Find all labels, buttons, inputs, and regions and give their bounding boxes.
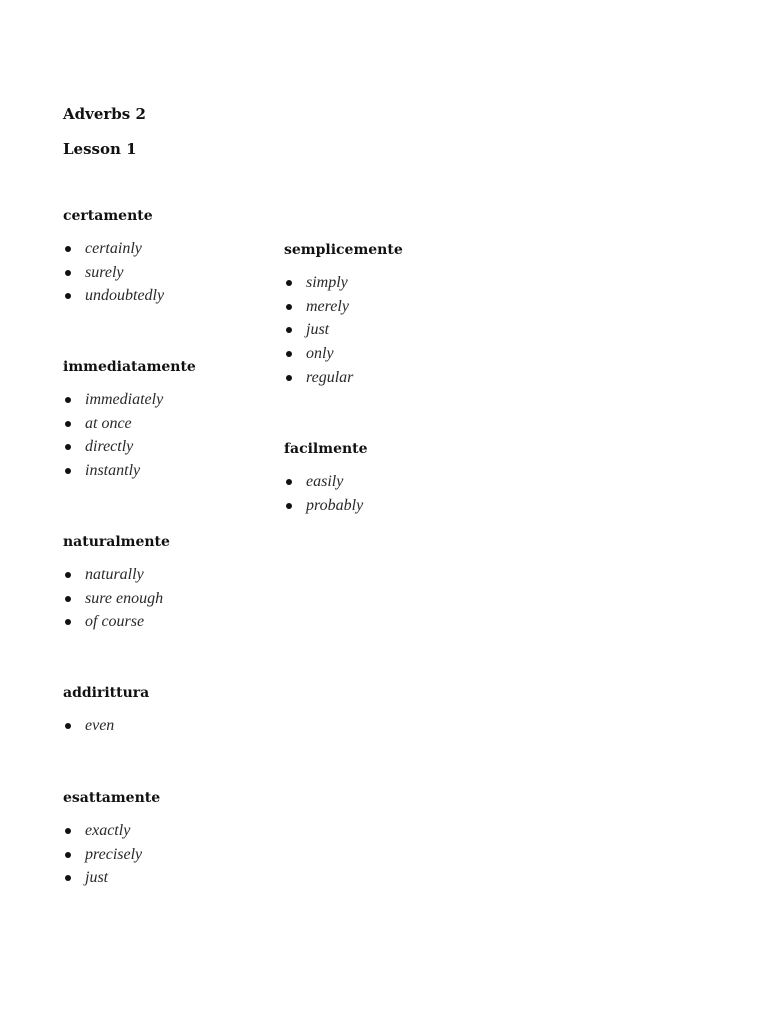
meaning-list xyxy=(284,274,403,392)
bullet-icon xyxy=(286,375,292,381)
meaning-item xyxy=(284,321,403,345)
meaning-text: undoubtedly xyxy=(85,287,165,305)
meaning-text: immediately xyxy=(85,391,164,408)
bullet-icon xyxy=(65,619,71,625)
bullet-icon xyxy=(65,596,71,602)
entry-addirittura xyxy=(63,684,149,741)
meaning-text: directly xyxy=(85,438,134,456)
bullet-icon xyxy=(286,479,292,485)
meaning-text: just xyxy=(85,869,109,887)
bullet-icon xyxy=(65,468,71,474)
bullet-icon xyxy=(65,828,71,834)
meaning-item xyxy=(63,287,164,311)
bullet-icon xyxy=(65,397,71,403)
meaning-text: surely xyxy=(85,263,124,281)
entry-semplicemente xyxy=(284,241,403,392)
bullet-icon xyxy=(65,572,71,578)
meaning-text: precisely xyxy=(85,845,143,863)
bullet-icon xyxy=(65,723,71,729)
meaning-text: easily xyxy=(306,473,344,490)
entry-word: certamente xyxy=(63,208,153,224)
meaning-text: simply xyxy=(306,274,348,291)
meaning-item xyxy=(284,298,403,322)
meaning-item xyxy=(63,240,164,264)
bullet-icon xyxy=(65,293,71,299)
entry-esattamente xyxy=(63,789,160,893)
meaning-text: even xyxy=(85,717,115,734)
entry-word: facilmente xyxy=(284,441,368,457)
bullet-icon xyxy=(286,280,292,286)
entry-facilmente xyxy=(284,440,368,520)
meaning-item xyxy=(63,438,196,462)
meaning-list xyxy=(63,391,196,486)
entry-word: addirittura xyxy=(63,685,150,701)
meaning-item xyxy=(63,590,170,614)
entry-certamente xyxy=(63,207,164,311)
bullet-icon xyxy=(65,875,71,881)
entry-word: naturalmente xyxy=(63,534,170,550)
entry-immediatamente xyxy=(63,358,196,486)
meaning-list xyxy=(63,566,170,637)
bullet-icon xyxy=(286,503,292,509)
bullet-icon xyxy=(65,246,71,252)
meaning-item xyxy=(284,274,403,298)
meaning-item xyxy=(284,369,403,393)
meaning-text: sure enough xyxy=(85,589,164,607)
entry-word: esattamente xyxy=(63,790,161,806)
meaning-item xyxy=(63,415,196,439)
entry-word: semplicemente xyxy=(284,242,403,258)
meaning-text: regular xyxy=(306,368,354,386)
meaning-text: instantly xyxy=(85,462,141,480)
meaning-list xyxy=(284,473,368,520)
meaning-item xyxy=(284,345,403,369)
meaning-text: at once xyxy=(85,414,132,432)
bullet-icon xyxy=(65,444,71,450)
meaning-text: exactly xyxy=(85,822,131,839)
meaning-text: just xyxy=(306,321,330,339)
meaning-text: probably xyxy=(306,496,364,514)
meaning-item xyxy=(63,717,149,741)
meaning-item xyxy=(63,846,160,870)
bullet-icon xyxy=(286,304,292,310)
lesson-subtitle: Lesson 1 xyxy=(63,140,137,158)
bullet-icon xyxy=(286,327,292,333)
document-title: Adverbs 2 xyxy=(63,105,146,123)
meaning-item xyxy=(63,869,160,893)
meaning-text: of course xyxy=(85,613,145,631)
bullet-icon xyxy=(65,421,71,427)
entry-naturalmente xyxy=(63,533,170,637)
meaning-text: only xyxy=(306,345,334,363)
meaning-list xyxy=(63,822,160,893)
meaning-item xyxy=(63,391,196,415)
entry-word: immediatamente xyxy=(63,359,196,375)
meaning-item xyxy=(63,822,160,846)
meaning-item xyxy=(284,473,368,497)
bullet-icon xyxy=(65,852,71,858)
meaning-list xyxy=(63,717,149,741)
meaning-list xyxy=(63,240,164,311)
meaning-item xyxy=(63,462,196,486)
meaning-text: certainly xyxy=(85,240,142,257)
meaning-item xyxy=(284,497,368,521)
meaning-item xyxy=(63,264,164,288)
meaning-item xyxy=(63,566,170,590)
meaning-item xyxy=(63,613,170,637)
bullet-icon xyxy=(286,351,292,357)
meaning-text: merely xyxy=(306,297,349,315)
meaning-text: naturally xyxy=(85,566,144,583)
bullet-icon xyxy=(65,270,71,276)
